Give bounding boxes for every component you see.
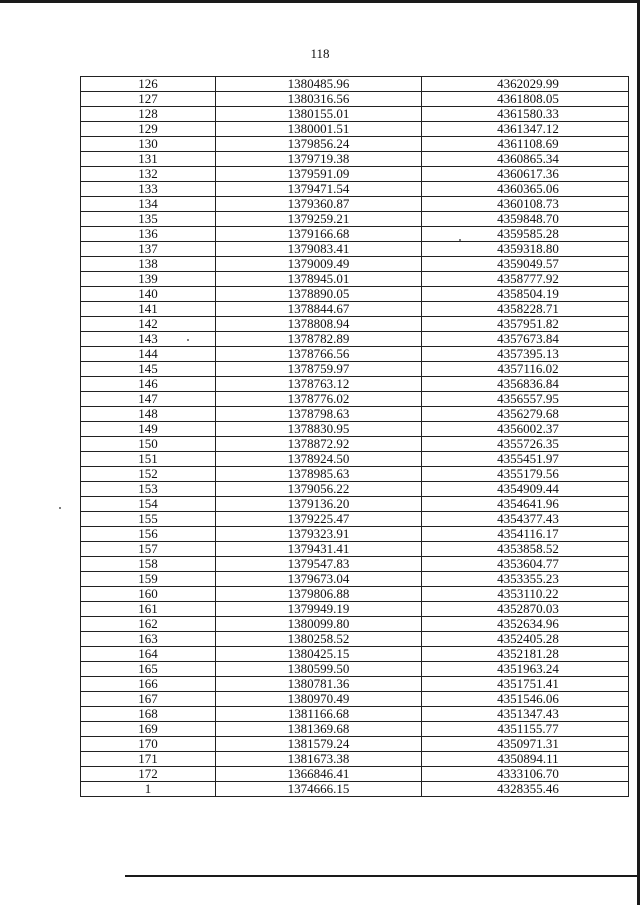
table-row — [81, 542, 629, 557]
point-number-cell: 131 — [81, 152, 216, 167]
table-row — [81, 527, 629, 542]
x-coordinate-cell: 1380155.01 — [216, 107, 422, 122]
table-row — [81, 767, 629, 782]
point-number-cell: 163 — [81, 632, 216, 647]
table-row — [81, 662, 629, 677]
y-coordinate-cell: 4361108.69 — [422, 137, 629, 152]
y-coordinate-cell: 4354909.44 — [422, 482, 629, 497]
y-coordinate-cell: 4333106.70 — [422, 767, 629, 782]
point-number-cell: 151 — [81, 452, 216, 467]
y-coordinate-cell: 4359848.70 — [422, 212, 629, 227]
table-row — [81, 167, 629, 182]
point-number-cell: 137 — [81, 242, 216, 257]
point-number-cell: 167 — [81, 692, 216, 707]
x-coordinate-cell: 1378890.05 — [216, 287, 422, 302]
x-coordinate-cell: 1378776.02 — [216, 392, 422, 407]
y-coordinate-cell: 4360365.06 — [422, 182, 629, 197]
coordinates-table — [80, 76, 629, 797]
x-coordinate-cell: 1379259.21 — [216, 212, 422, 227]
point-number-cell: 127 — [81, 92, 216, 107]
x-coordinate-cell: 1379360.87 — [216, 197, 422, 212]
y-coordinate-cell: 4360865.34 — [422, 152, 629, 167]
y-coordinate-cell: 4350971.31 — [422, 737, 629, 752]
table-row — [81, 92, 629, 107]
x-coordinate-cell: 1379856.24 — [216, 137, 422, 152]
x-coordinate-cell: 1379009.49 — [216, 257, 422, 272]
table-row — [81, 737, 629, 752]
x-coordinate-cell: 1379166.68 — [216, 227, 422, 242]
x-coordinate-cell: 1379673.04 — [216, 572, 422, 587]
table-row — [81, 362, 629, 377]
point-number-cell: 142 — [81, 317, 216, 332]
table-row — [81, 782, 629, 797]
table-row — [81, 482, 629, 497]
table-row — [81, 677, 629, 692]
point-number-cell: 126 — [81, 77, 216, 92]
x-coordinate-cell: 1379591.09 — [216, 167, 422, 182]
point-number-cell: 166 — [81, 677, 216, 692]
table-row — [81, 182, 629, 197]
point-number-cell: 132 — [81, 167, 216, 182]
point-number-cell: 143 — [81, 332, 216, 347]
x-coordinate-cell: 1380781.36 — [216, 677, 422, 692]
point-number-cell: 162 — [81, 617, 216, 632]
page-number: 118 — [310, 46, 330, 61]
x-coordinate-cell: 1378830.95 — [216, 422, 422, 437]
point-number-cell: 148 — [81, 407, 216, 422]
x-coordinate-cell: 1380425.15 — [216, 647, 422, 662]
x-coordinate-cell: 1378782.89 — [216, 332, 422, 347]
point-number-cell: 141 — [81, 302, 216, 317]
y-coordinate-cell: 4352870.03 — [422, 602, 629, 617]
table-row — [81, 557, 629, 572]
table-row — [81, 587, 629, 602]
point-number-cell: 138 — [81, 257, 216, 272]
table-row — [81, 332, 629, 347]
y-coordinate-cell: 4358777.92 — [422, 272, 629, 287]
y-coordinate-cell: 4356279.68 — [422, 407, 629, 422]
y-coordinate-cell: 4351155.77 — [422, 722, 629, 737]
table-row — [81, 392, 629, 407]
y-coordinate-cell: 4361808.05 — [422, 92, 629, 107]
table-row — [81, 512, 629, 527]
point-number-cell: 147 — [81, 392, 216, 407]
table-row — [81, 632, 629, 647]
table-row — [81, 572, 629, 587]
x-coordinate-cell: 1380099.80 — [216, 617, 422, 632]
x-coordinate-cell: 1380316.56 — [216, 92, 422, 107]
x-coordinate-cell: 1378798.63 — [216, 407, 422, 422]
y-coordinate-cell: 4360617.36 — [422, 167, 629, 182]
scan-speck — [187, 339, 189, 341]
y-coordinate-cell: 4358504.19 — [422, 287, 629, 302]
point-number-cell: 134 — [81, 197, 216, 212]
page-top-border — [0, 0, 640, 3]
y-coordinate-cell: 4353110.22 — [422, 587, 629, 602]
y-coordinate-cell: 4351347.43 — [422, 707, 629, 722]
table-row — [81, 197, 629, 212]
table-row — [81, 377, 629, 392]
point-number-cell: 156 — [81, 527, 216, 542]
table-row — [81, 602, 629, 617]
x-coordinate-cell: 1381579.24 — [216, 737, 422, 752]
table-row — [81, 692, 629, 707]
point-number-cell: 150 — [81, 437, 216, 452]
table-row — [81, 242, 629, 257]
y-coordinate-cell: 4351963.24 — [422, 662, 629, 677]
x-coordinate-cell: 1379083.41 — [216, 242, 422, 257]
table-row — [81, 452, 629, 467]
y-coordinate-cell: 4357673.84 — [422, 332, 629, 347]
y-coordinate-cell: 4359049.57 — [422, 257, 629, 272]
coordinates-table-body — [81, 77, 629, 797]
point-number-cell: 145 — [81, 362, 216, 377]
point-number-cell: 130 — [81, 137, 216, 152]
point-number-cell: 133 — [81, 182, 216, 197]
x-coordinate-cell: 1380970.49 — [216, 692, 422, 707]
y-coordinate-cell: 4361347.12 — [422, 122, 629, 137]
y-coordinate-cell: 4358228.71 — [422, 302, 629, 317]
scan-speck — [459, 239, 461, 241]
x-coordinate-cell: 1378924.50 — [216, 452, 422, 467]
point-number-cell: 153 — [81, 482, 216, 497]
point-number-cell: 168 — [81, 707, 216, 722]
point-number-cell: 149 — [81, 422, 216, 437]
y-coordinate-cell: 4352405.28 — [422, 632, 629, 647]
point-number-cell: 139 — [81, 272, 216, 287]
y-coordinate-cell: 4328355.46 — [422, 782, 629, 797]
y-coordinate-cell: 4351546.06 — [422, 692, 629, 707]
y-coordinate-cell: 4354377.43 — [422, 512, 629, 527]
point-number-cell: 155 — [81, 512, 216, 527]
point-number-cell: 169 — [81, 722, 216, 737]
x-coordinate-cell: 1378872.92 — [216, 437, 422, 452]
table-row — [81, 137, 629, 152]
table-row — [81, 437, 629, 452]
table-row — [81, 722, 629, 737]
table-row — [81, 77, 629, 92]
point-number-cell: 165 — [81, 662, 216, 677]
x-coordinate-cell: 1380599.50 — [216, 662, 422, 677]
table-row — [81, 212, 629, 227]
y-coordinate-cell: 4359318.80 — [422, 242, 629, 257]
y-coordinate-cell: 4355451.97 — [422, 452, 629, 467]
x-coordinate-cell: 1380001.51 — [216, 122, 422, 137]
x-coordinate-cell: 1381369.68 — [216, 722, 422, 737]
y-coordinate-cell: 4351751.41 — [422, 677, 629, 692]
table-row — [81, 422, 629, 437]
point-number-cell: 1 — [81, 782, 216, 797]
x-coordinate-cell: 1379719.38 — [216, 152, 422, 167]
table-row — [81, 752, 629, 767]
x-coordinate-cell: 1379547.83 — [216, 557, 422, 572]
y-coordinate-cell: 4356836.84 — [422, 377, 629, 392]
x-coordinate-cell: 1379323.91 — [216, 527, 422, 542]
point-number-cell: 136 — [81, 227, 216, 242]
point-number-cell: 129 — [81, 122, 216, 137]
y-coordinate-cell: 4360108.73 — [422, 197, 629, 212]
y-coordinate-cell: 4359585.28 — [422, 227, 629, 242]
point-number-cell: 172 — [81, 767, 216, 782]
point-number-cell: 140 — [81, 287, 216, 302]
table-row — [81, 647, 629, 662]
table-row — [81, 227, 629, 242]
point-number-cell: 128 — [81, 107, 216, 122]
point-number-cell: 152 — [81, 467, 216, 482]
table-row — [81, 407, 629, 422]
table-row — [81, 302, 629, 317]
point-number-cell: 157 — [81, 542, 216, 557]
point-number-cell: 159 — [81, 572, 216, 587]
x-coordinate-cell: 1378808.94 — [216, 317, 422, 332]
y-coordinate-cell: 4357116.02 — [422, 362, 629, 377]
table-row — [81, 107, 629, 122]
x-coordinate-cell: 1381673.38 — [216, 752, 422, 767]
x-coordinate-cell: 1378763.12 — [216, 377, 422, 392]
x-coordinate-cell: 1379471.54 — [216, 182, 422, 197]
point-number-cell: 154 — [81, 497, 216, 512]
x-coordinate-cell: 1379949.19 — [216, 602, 422, 617]
x-coordinate-cell: 1374666.15 — [216, 782, 422, 797]
x-coordinate-cell: 1379806.88 — [216, 587, 422, 602]
point-number-cell: 144 — [81, 347, 216, 362]
point-number-cell: 146 — [81, 377, 216, 392]
x-coordinate-cell: 1380485.96 — [216, 77, 422, 92]
point-number-cell: 161 — [81, 602, 216, 617]
y-coordinate-cell: 4357395.13 — [422, 347, 629, 362]
table-row — [81, 317, 629, 332]
table-row — [81, 257, 629, 272]
y-coordinate-cell: 4353858.52 — [422, 542, 629, 557]
x-coordinate-cell: 1380258.52 — [216, 632, 422, 647]
y-coordinate-cell: 4354641.96 — [422, 497, 629, 512]
x-coordinate-cell: 1379431.41 — [216, 542, 422, 557]
table-row — [81, 497, 629, 512]
y-coordinate-cell: 4353355.23 — [422, 572, 629, 587]
x-coordinate-cell: 1378766.56 — [216, 347, 422, 362]
table-row — [81, 347, 629, 362]
table-row — [81, 617, 629, 632]
y-coordinate-cell: 4352634.96 — [422, 617, 629, 632]
scan-speck — [59, 507, 61, 509]
table-row — [81, 152, 629, 167]
x-coordinate-cell: 1366846.41 — [216, 767, 422, 782]
x-coordinate-cell: 1379056.22 — [216, 482, 422, 497]
y-coordinate-cell: 4355726.35 — [422, 437, 629, 452]
table-row — [81, 272, 629, 287]
y-coordinate-cell: 4356002.37 — [422, 422, 629, 437]
x-coordinate-cell: 1378844.67 — [216, 302, 422, 317]
x-coordinate-cell: 1378985.63 — [216, 467, 422, 482]
point-number-cell: 171 — [81, 752, 216, 767]
y-coordinate-cell: 4361580.33 — [422, 107, 629, 122]
x-coordinate-cell: 1378945.01 — [216, 272, 422, 287]
table-row — [81, 467, 629, 482]
y-coordinate-cell: 4357951.82 — [422, 317, 629, 332]
y-coordinate-cell: 4352181.28 — [422, 647, 629, 662]
table-row — [81, 287, 629, 302]
x-coordinate-cell: 1378759.97 — [216, 362, 422, 377]
y-coordinate-cell: 4362029.99 — [422, 77, 629, 92]
point-number-cell: 164 — [81, 647, 216, 662]
x-coordinate-cell: 1381166.68 — [216, 707, 422, 722]
point-number-cell: 170 — [81, 737, 216, 752]
y-coordinate-cell: 4353604.77 — [422, 557, 629, 572]
x-coordinate-cell: 1379225.47 — [216, 512, 422, 527]
x-coordinate-cell: 1379136.20 — [216, 497, 422, 512]
page-bottom-border — [125, 875, 640, 877]
point-number-cell: 158 — [81, 557, 216, 572]
point-number-cell: 135 — [81, 212, 216, 227]
table-row — [81, 707, 629, 722]
y-coordinate-cell: 4350894.11 — [422, 752, 629, 767]
y-coordinate-cell: 4356557.95 — [422, 392, 629, 407]
y-coordinate-cell: 4355179.56 — [422, 467, 629, 482]
table-row — [81, 122, 629, 137]
y-coordinate-cell: 4354116.17 — [422, 527, 629, 542]
point-number-cell: 160 — [81, 587, 216, 602]
